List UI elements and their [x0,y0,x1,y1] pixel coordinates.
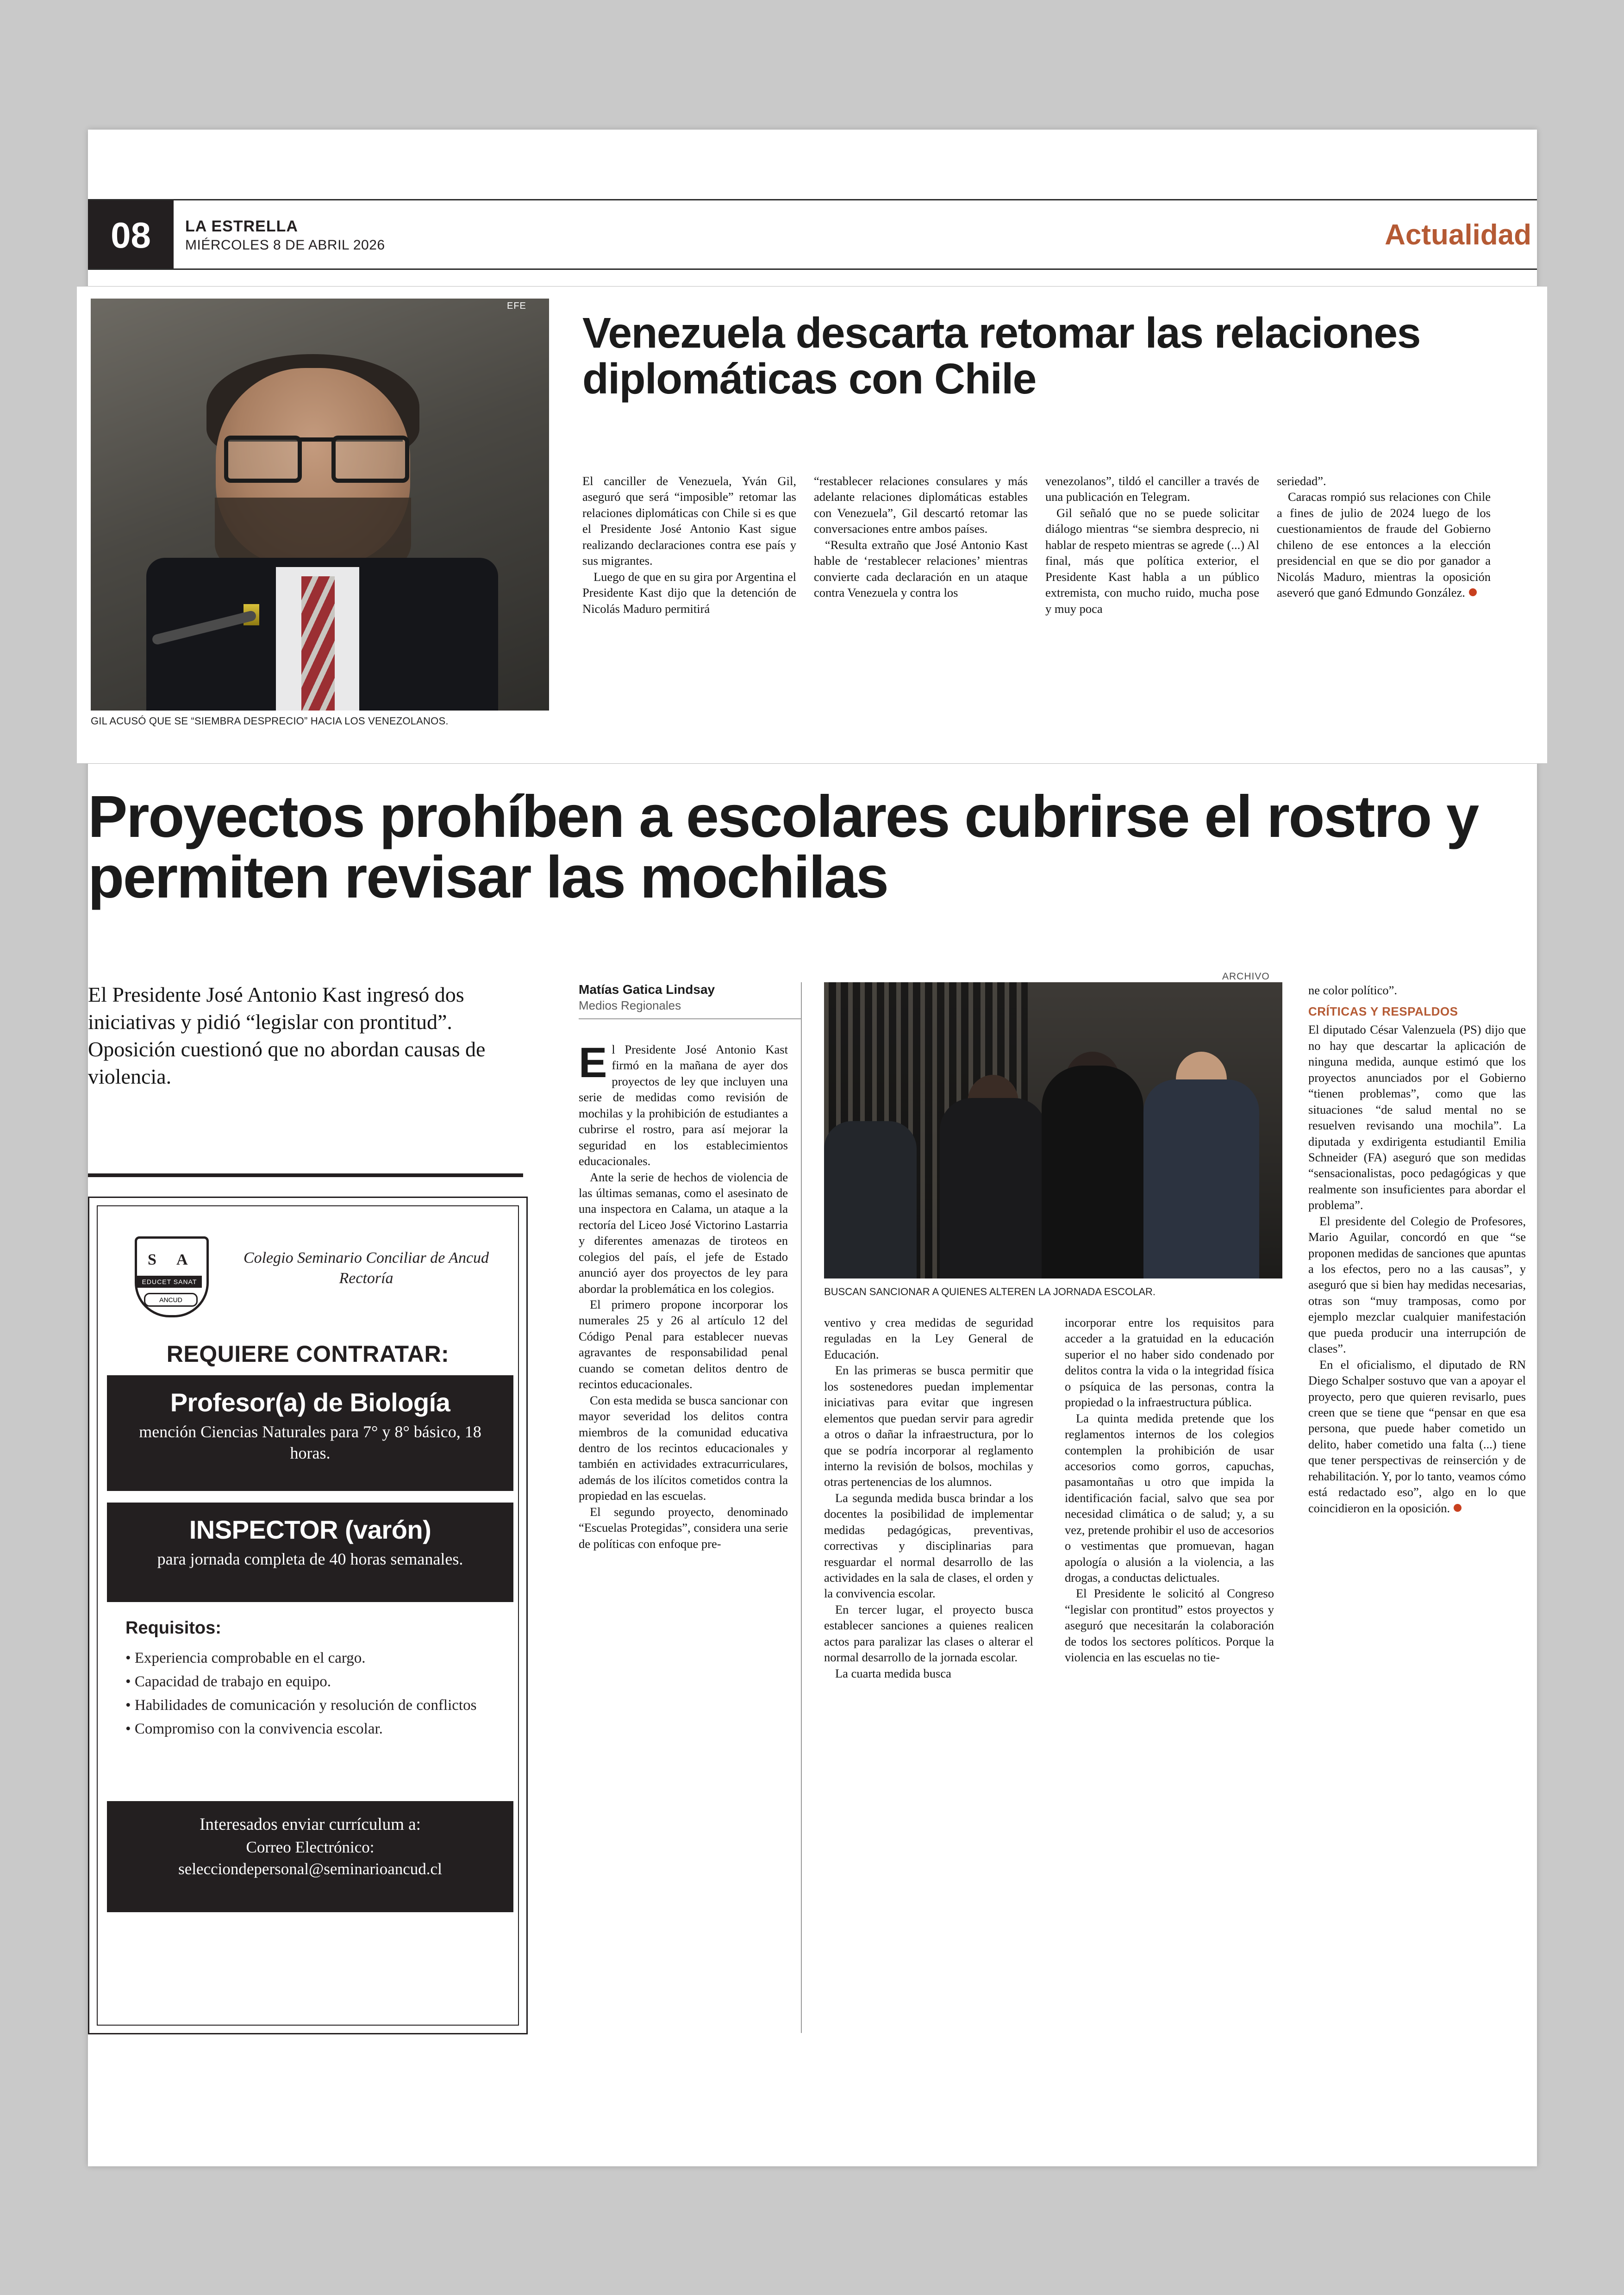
photo-person-3 [940,1098,1046,1278]
main-body-column-4 [1308,982,1526,1516]
paragraph: La cuarta medida busca [835,1666,951,1680]
masthead [185,218,385,253]
paragraph: El canciller de Venezuela, Yván Gil, aseguró que será “imposible” retomar las relaciones diplomáticas con Chile si es que el Presidente José Antonio Kast sigue realizando declaraciones contra ese país y sus migrantes. [582,474,796,568]
ad-contact-line-2: Correo Electrónico: [246,1838,375,1856]
paragraph: venezolanos”, tildó el canciller a través de una publicación en Telegram. [1045,474,1259,504]
crest-name: ANCUD [144,1293,198,1307]
main-body-column-2 [824,1315,1033,1681]
paragraph: El Presidente le solicitó al Congreso “legislar con prontitud” estos proyectos y aseguró que necesitarán la colaboración de todos los sectores políticos. Porque la violencia en las escuelas no tie- [1065,1586,1274,1665]
ad-job-2-detail: para jornada completa de 40 horas semanales. [157,1550,463,1568]
paragraph: ne color político”. [1308,983,1398,997]
column-separator [801,982,802,2033]
ad-job-1 [107,1375,513,1491]
top-story-photo [91,299,549,711]
byline-author: Matías Gatica Lindsay [579,982,715,997]
paragraph [1277,489,1491,600]
paragraph: El Presidente José Antonio Kast firmó en la mañana de ayer dos proyectos de ley que incluyen una serie de medidas como revisión de mochilas y la prohibición de estudiantes a cubrirse el rostro, para así mejorar la seguridad en los establecimientos educacionales. [579,1039,788,1168]
top-story-photo-credit: EFE [507,301,526,311]
crest-letter-2: A [176,1251,188,1268]
main-body-column-3 [1065,1315,1274,1665]
paragraph: “Resulta extraño que José Antonio Kast hable de ‘restablecer relaciones’ mientras convierte cada declaración en un ataque contra Venezuela y contra los [814,537,1028,600]
top-story-caption: GIL ACUSÓ QUE SE “SIEMBRA DESPRECIO” HACIA LOS VENEZOLANOS. [91,715,449,727]
classified-ad [88,1197,528,2034]
page-number: 08 [88,200,174,270]
paragraph-text: En el oficialismo, el diputado de RN Diego Schalper sostuvo que van a apoyar el proyecto, pero que quieren revisarlo, pues creen que se tiene que “pensar en que esa persona, que puede haber cometido un delito, haber cometido una falta (...) tiene que tener perspectivas de reinserción y de rehabilitación. Y, por lo tanto, veamos cómo está redactado eso”, algo en lo que coincidieron en la oposición. [1308,1357,1526,1515]
ad-job-1-title: Profesor(a) de Biología [170,1388,450,1417]
top-story-column-4 [1277,473,1491,617]
photo-person-1 [1042,1066,1143,1278]
paragraph: La quinta medida pretende que los reglamentos internos de los colegios contemplen la prohibición de usar accesorios como gorros, capuchas, pasamontañas u otro que impida la identificación facial, salvo que sea por necesidad climática o de salud; y, a su vez, pretende prohibir el uso de accesorios o vestimentas que promuevan, hagan apología o alusión a la violencia, a las drogas, a conductas delictuales. [1065,1411,1274,1584]
lede-rule [88,1173,523,1177]
end-of-article-dot [1469,588,1477,596]
top-story-column-2 [814,473,1028,617]
main-body-column-1 [579,1041,788,1552]
main-photo-caption: BUSCAN SANCIONAR A QUIENES ALTEREN LA JORNADA ESCOLAR. [824,1286,1156,1297]
paragraph [1308,1357,1526,1516]
paragraph-text: Caracas rompió sus relaciones con Chile a fines de julio de 2024 luego de los cuestionamientos de fraude del Gobierno chileno de ese entonces a la elección presidencial en que se dio por ganador a Nicolás Maduro, mientras la oposición aseveró que ganó Edmundo González. [1277,490,1491,600]
paragraph: incorporar entre los requisitos para acceder a la gratuidad en la educación superior el no haber sido condenado por delitos contra la vida o la integridad física o psíquica de las personas, contra la propiedad o la infraestructura pública. [1065,1316,1274,1409]
paragraph: seriedad”. [1277,474,1326,488]
paragraph: “restablecer relaciones consulares y más adelante relaciones diplomáticas estables con Venezuela”, Gil descartó retomar las conversaciones entre ambos países. [814,474,1028,536]
byline-rule [579,1018,801,1019]
top-story-headline: Venezuela descarta retomar las relaciones diplomáticas con Chile [582,309,1420,403]
school-crest-icon [125,1232,213,1320]
paragraph: Con esta medida se busca sancionar con mayor severidad los delitos contra miembros de la comunidad educativa dentro de los recintos educacionales y también en actividades extracurriculares, además de los ilícitos cometidos contra la propiedad en las escuelas. [579,1393,788,1503]
top-story-columns [582,473,1541,617]
main-headline: Proyectos prohíben a escolares cubrirse el rostro y permiten revisar las mochilas [88,784,1478,911]
photo-lens-right [331,436,409,483]
byline [579,982,801,1013]
paragraph: Ante la serie de hechos de violencia de las últimas semanas, como el asesinato de una inspectora en Calama, un ataque a la rectoría del Liceo José Victorino Lastarria y diferentes amenazas de tiroteos en colegios del país, el jefe de Estado anunció ayer dos proyectos de ley para abordar la problemática en los colegios. [579,1170,788,1296]
top-rule [88,199,1537,200]
ad-contact-line-1: Interesados enviar currículum a: [200,1815,421,1834]
photo-person-4 [824,1121,917,1278]
list-item: • Experiencia comprobable en el cargo. [125,1646,496,1670]
paragraph: El diputado César Valenzuela (PS) dijo que no hay que descartar la aplicación de ninguna medida, aunque estimó que los proyectos anunciados por el Gobierno “tienen problemas”, como que las situaciones “de salud mental no se resuelven revisando una mochila”. La diputada y exdirigenta estudiantil Emilia Schneider (FA) aseguró que son medidas “sensacionalistas, poco pedagógicas y que realmente son insuficientes para abordar el problema”. [1308,1023,1526,1212]
ad-contact [107,1801,513,1912]
ad-contact-email[interactable]: selecciondepersonal@seminarioancud.cl [178,1860,442,1878]
ad-requirements-list [125,1646,496,1741]
ad-inner-border [97,1205,519,2026]
paragraph: ventivo y crea medidas de seguridad reguladas en la Ley General de Educación. [824,1316,1033,1361]
masthead-name: LA ESTRELLA [185,218,298,235]
crest-letter-1: S [148,1251,156,1268]
paragraph: En tercer lugar, el proyecto busca establecer sanciones a quienes realicen actos para paralizar las clases o alterar el normal desarrollo de la jornada escolar. [824,1602,1033,1665]
ad-job-2-title: INSPECTOR (varón) [189,1515,431,1544]
paragraph: El segundo proyecto, denominado “Escuelas Protegidas”, considera una serie de políticas con enfoque pre- [579,1504,788,1551]
photo-lens-left [224,436,302,483]
paragraph: Luego de que en su gira por Argentina el Presidente Kast dijo que la detención de Nicolás Maduro permitirá [582,569,796,616]
top-story-column-3 [1045,473,1259,617]
ad-job-2 [107,1503,513,1602]
main-story-photo [824,982,1282,1278]
main-lede: El Presidente José Antonio Kast ingresó dos iniciativas y pidió “legislar con prontitud”. Oposición cuestionó que no abordan causas de violencia. [88,983,486,1088]
crest-motto: EDUCET SANAT [137,1276,202,1288]
paragraph: Gil señaló que no se puede solicitar diálogo mientras “se siembra desprecio, ni hablar de respeto mientras se agrede (...) Al final, más que política exterior, el Presidente Kast habla a un público extremista, con mucho ruido, mucha pose y muy poca [1045,505,1259,616]
paragraph: El presidente del Colegio de Profesores, Mario Aguilar, concordó en que “se proponen medidas de sanciones que apuntas a los efectos, pero no a las causas”, y aseguró que si bien hay medidas necesarias, otras son “muy tramposas, como por ejemplo mezclar cualquier manifestación que pueda producir una interrupción de clases”. [1308,1214,1526,1356]
top-story-column-1 [582,473,796,617]
byline-organization: Medios Regionales [579,998,681,1012]
paragraph: La segunda medida busca brindar a los docentes la posibilidad de implementar medidas pedagógicas, preventivas, correctivas y disciplinarias para resguardar el normal desarrollo de las actividades en la sala de clases, el orden y la convivencia escolar. [824,1491,1033,1601]
masthead-date: MIÉRCOLES 8 DE ABRIL 2026 [185,237,385,253]
end-of-article-dot [1454,1504,1462,1512]
section-label: Actualidad [1385,219,1531,251]
main-photo-credit: ARCHIVO [1222,971,1270,982]
ad-job-1-detail: mención Ciencias Naturales para 7° y 8° básico, 18 horas. [139,1422,481,1463]
ad-requirements [125,1618,496,1741]
paragraph: El primero propone incorporar los numerales 25 y 26 al artículo 12 del Código Penal para establecer nuevas agravantes de responsabilidad penal cuando se cometan delitos dentro de recintos educacionales. [579,1297,788,1391]
column-subheading: CRÍTICAS Y RESPALDOS [1308,1004,1458,1019]
folio-rule [88,268,1537,270]
paragraph: En las primeras se busca permitir que los sostenedores puedan implementar iniciativas para evitar que ingresen elementos que puedan servir para agredir a otros o dañar la infraestructura, por lo que se podría incorporar al reglamento interno la revisión de bolsos, mochilas y otras pertenencias de los alumnos. [824,1363,1033,1489]
list-item: • Compromiso con la convivencia escolar. [125,1717,496,1741]
ad-heading: REQUIERE CONTRATAR: [166,1341,450,1367]
list-item: • Capacidad de trabajo en equipo. [125,1670,496,1694]
photo-tie [301,576,335,711]
photo-person-2 [1143,1079,1259,1278]
ad-school-name: Colegio Seminario Conciliar de Ancud Rectoría [243,1249,489,1287]
ad-requirements-title: Requisitos: [125,1618,221,1638]
list-item: • Habilidades de comunicación y resolución de conflictos [125,1694,496,1717]
